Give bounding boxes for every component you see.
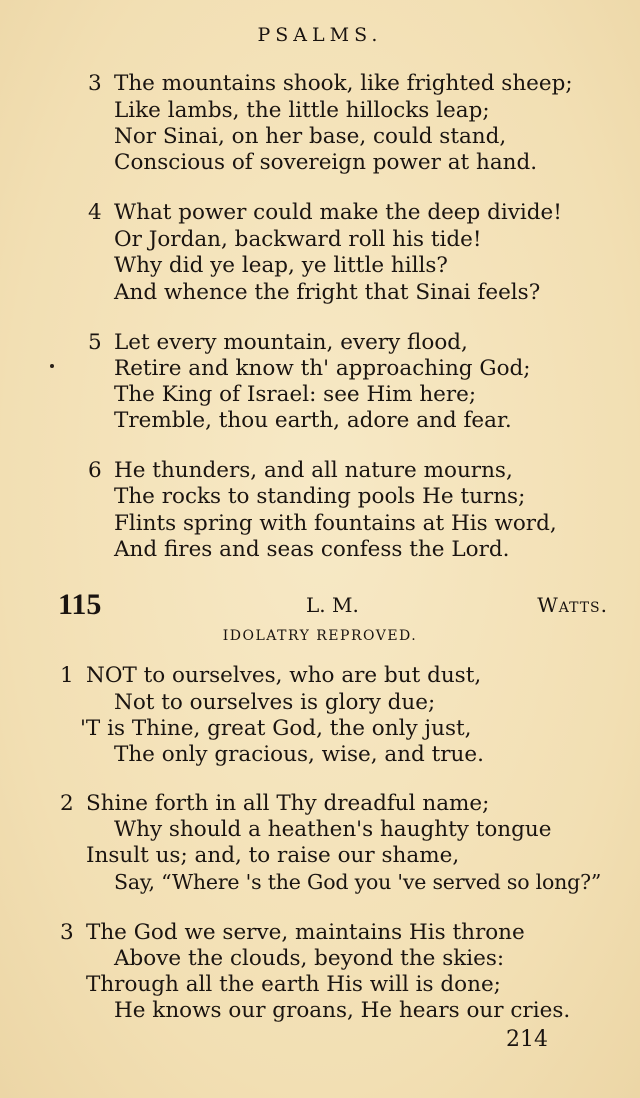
stanza-number: 2 <box>60 791 74 816</box>
hymn-meter: L. M. <box>306 593 359 617</box>
verse-line: Nor Sinai, on her base, could stand, <box>114 124 507 149</box>
verse-line: Let every mountain, every flood, <box>114 330 468 355</box>
stanza-number: 3 <box>60 920 74 945</box>
verse-line: Or Jordan, backward roll his tide! <box>114 227 482 252</box>
verse-line: And whence the fright that Sinai feels? <box>114 280 541 305</box>
verse-line: Above the clouds, beyond the skies: <box>114 946 505 971</box>
verse-line: Not to ourselves is glory due; <box>114 690 436 715</box>
verse-line: And fires and seas confess the Lord. <box>114 537 510 562</box>
verse-line: Through all the earth His will is done; <box>86 972 501 997</box>
verse-line: Retire and know th' approaching God; <box>114 356 531 381</box>
verse-line: The mountains shook, like frighted sheep; <box>114 71 573 96</box>
page-number: 214 <box>506 1027 548 1052</box>
verse-line: The King of Israel: see Him here; <box>114 382 477 407</box>
verse-line: 'T is Thine, great God, the only just, <box>80 716 472 741</box>
ink-speck <box>50 364 54 368</box>
hymn-number: 115 <box>58 588 102 621</box>
verse-line: Conscious of sovereign power at hand. <box>114 150 538 175</box>
verse-line: Why should a heathen's haughty tongue <box>114 817 552 842</box>
hymn-subtitle: IDOLATRY REPROVED. <box>222 628 418 644</box>
verse-line: Why did ye leap, ye little hills? <box>114 253 448 278</box>
verse-line: The only gracious, wise, and true. <box>114 742 484 767</box>
stanza-number: 1 <box>60 663 74 688</box>
verse-line: Tremble, thou earth, adore and fear. <box>114 408 512 433</box>
verse-line: The God we serve, maintains His throne <box>86 920 525 945</box>
verse-line: Say, “Where 's the God you 've served so long?” <box>114 870 602 894</box>
verse-line: He thunders, and all nature mourns, <box>114 458 513 483</box>
verse-line: Insult us; and, to raise our shame, <box>86 843 460 868</box>
hymn-author: Watts. <box>537 593 608 617</box>
stanza-number: 6 <box>88 458 102 483</box>
running-head: PSALMS. <box>257 24 383 46</box>
verse-line: NOT to ourselves, who are but dust, <box>86 663 482 688</box>
verse-line: The rocks to standing pools He turns; <box>114 484 526 509</box>
verse-line: He knows our groans, He hears our cries. <box>114 998 571 1023</box>
verse-line: What power could make the deep divide! <box>114 200 562 225</box>
stanza-number: 3 <box>88 71 102 96</box>
verse-line: Shine forth in all Thy dreadful name; <box>86 791 490 816</box>
verse-line: Flints spring with fountains at His word, <box>114 511 557 536</box>
verse-line: Like lambs, the little hillocks leap; <box>114 98 490 123</box>
stanza-number: 4 <box>88 200 102 225</box>
stanza-number: 5 <box>88 330 102 355</box>
